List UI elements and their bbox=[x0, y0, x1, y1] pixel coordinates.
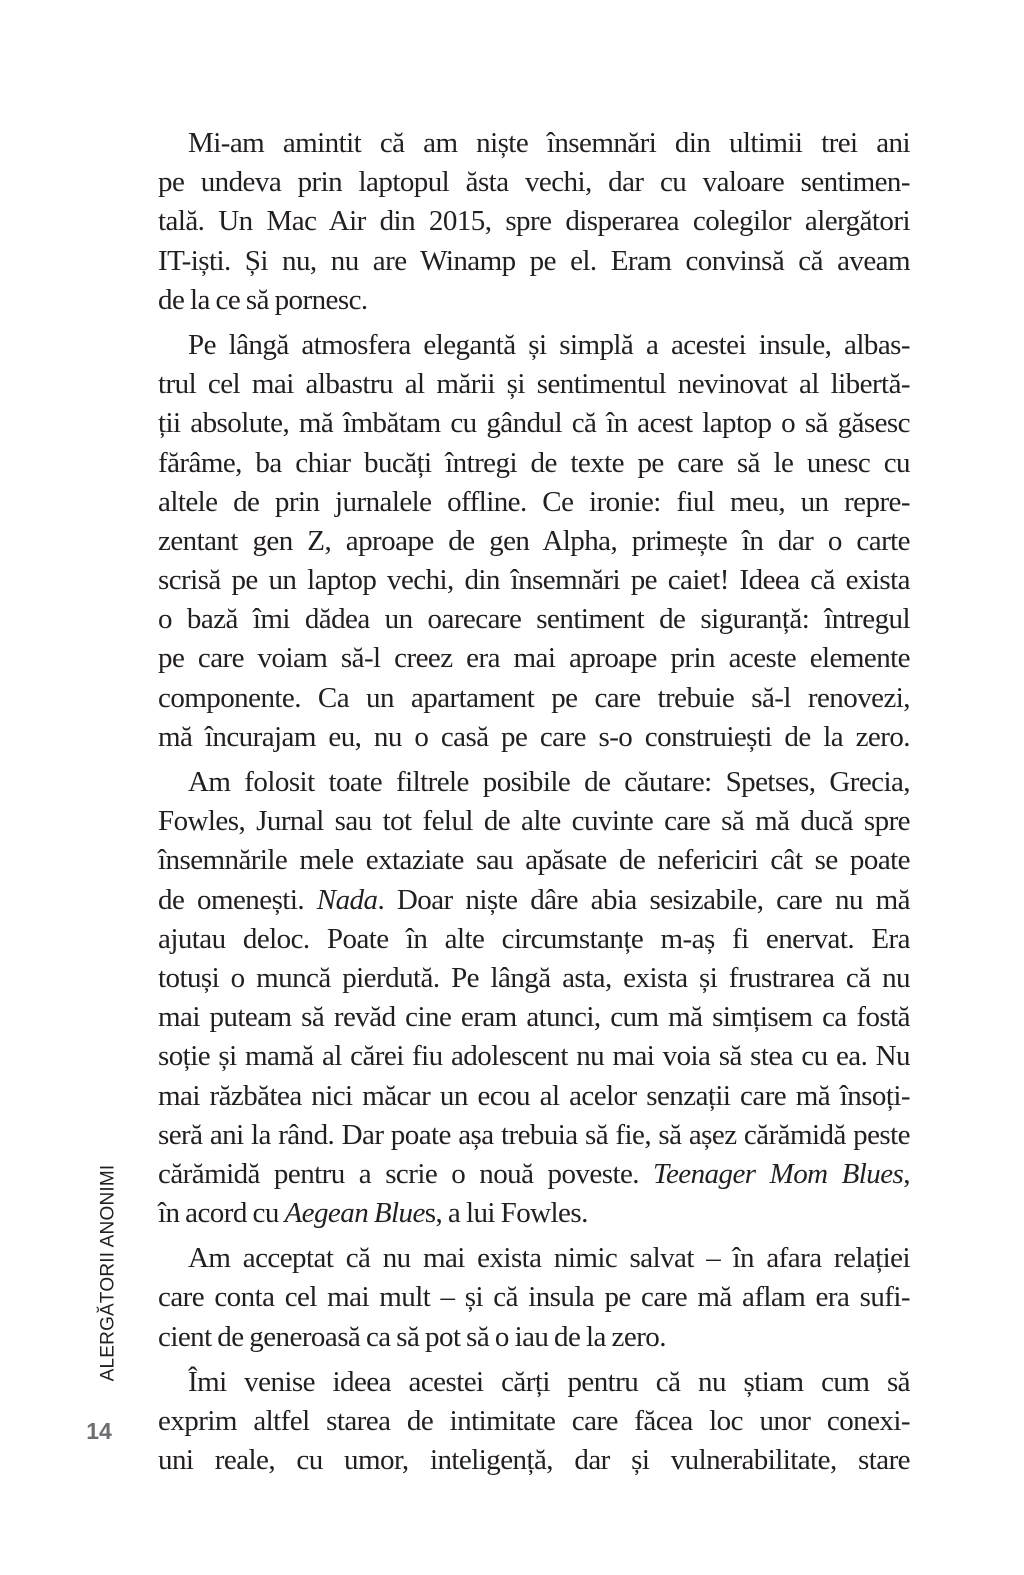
text-segment: . Doar niște dâre abia sesizabile, care nu mă bbox=[377, 883, 910, 916]
text-line bbox=[158, 365, 910, 404]
text-segment: Pe lângă atmosfera elegantă și simplă a acestei insule, albas- bbox=[188, 328, 910, 361]
text-line bbox=[158, 1116, 910, 1155]
text-line bbox=[158, 679, 910, 718]
text-line bbox=[158, 998, 910, 1037]
text-line bbox=[158, 326, 910, 365]
paragraph bbox=[158, 1239, 910, 1357]
text-line bbox=[158, 1402, 910, 1441]
text-line bbox=[158, 163, 910, 202]
text-segment: s, a lui Fowles. bbox=[424, 1197, 588, 1230]
text-line bbox=[158, 483, 910, 522]
text-segment: Am acceptat că nu mai exista nimic salvat – în afara relației bbox=[188, 1242, 910, 1275]
paragraph bbox=[158, 124, 910, 320]
text-segment: totuși o muncă pierdută. Pe lângă asta, exista și frustrarea că nu bbox=[158, 961, 910, 994]
text-segment: soție și mamă al cărei fiu adolescent nu mai voia să stea cu ea. Nu bbox=[158, 1040, 910, 1073]
text-segment: mai puteam să revăd cine eram atunci, cum mă simțisem ca fostă bbox=[158, 1001, 910, 1034]
text-segment: componente. Ca un apartament pe care trebuie să-l renovezi, bbox=[158, 681, 910, 714]
text-line bbox=[158, 404, 910, 443]
text-segment: Îmi venise ideea acestei cărți pentru că nu știam cum să bbox=[188, 1365, 910, 1398]
text-line bbox=[158, 1155, 910, 1194]
text-line bbox=[158, 561, 910, 600]
italic-text: Aegean Blue bbox=[284, 1197, 425, 1230]
body-text bbox=[158, 124, 910, 1486]
text-segment: o bază îmi dădea un oarecare sentiment de siguranță: întregul bbox=[158, 603, 910, 636]
text-segment: zentant gen Z, aproape de gen Alpha, primește în dar o carte bbox=[158, 524, 910, 557]
text-segment: mai răzbătea nici măcar un ecou al acelor senzații care mă însoți- bbox=[158, 1079, 910, 1112]
text-segment: mă încurajam eu, nu o casă pe care s-o construiești de la zero. bbox=[158, 720, 910, 753]
text-segment: scrisă pe un laptop vechi, din însemnări pe caiet! Ideea că exista bbox=[158, 564, 910, 597]
text-line bbox=[158, 1363, 910, 1402]
text-line bbox=[158, 1441, 910, 1480]
text-segment: Am folosit toate filtrele posibile de căutare: Spetses, Grecia, bbox=[188, 766, 910, 798]
text-line bbox=[158, 1194, 910, 1233]
text-segment: în acord cu bbox=[158, 1197, 285, 1230]
text-segment: pe care voiam să-l creez era mai aproape prin aceste elemente bbox=[158, 642, 910, 675]
text-line bbox=[158, 202, 910, 241]
text-line bbox=[158, 1037, 910, 1076]
running-header-text: ALERGĂTORII ANONIMI bbox=[97, 1164, 118, 1381]
text-segment: Mi-am amintit că am niște însemnări din ultimii trei ani bbox=[188, 127, 910, 159]
text-segment: , bbox=[903, 1157, 910, 1190]
text-segment: de omenești. bbox=[158, 883, 317, 916]
text-segment: cărămidă pentru a scrie o nouă poveste. bbox=[158, 1157, 654, 1190]
paragraph bbox=[158, 326, 910, 757]
paragraph bbox=[158, 1363, 910, 1481]
text-line bbox=[158, 281, 910, 320]
text-line bbox=[158, 639, 910, 678]
text-line bbox=[158, 1239, 910, 1278]
text-segment: seră ani la rând. Dar poate așa trebuia să fie, să așez cărămidă peste bbox=[158, 1118, 910, 1151]
text-segment: IT-iști. Și nu, nu are Winamp pe el. Eram convinsă că aveam bbox=[158, 244, 910, 277]
text-line bbox=[158, 600, 910, 639]
text-segment: uni reale, cu umor, inteligență, dar și vulnerabilitate, stare bbox=[158, 1444, 910, 1477]
italic-text: Teenager Mom Blues bbox=[653, 1157, 904, 1190]
text-segment: care conta cel mai mult – și că insula pe care mă aflam era sufi- bbox=[158, 1281, 910, 1314]
running-header bbox=[88, 1150, 128, 1395]
page-number: 14 bbox=[86, 1418, 112, 1444]
text-segment: cient de generoasă ca să pot să o iau de la zero. bbox=[158, 1320, 666, 1353]
text-segment: pe undeva prin laptopul ăsta vechi, dar cu valoare sentimen- bbox=[158, 166, 910, 199]
paragraph bbox=[158, 763, 910, 1233]
text-line bbox=[158, 763, 910, 802]
text-line bbox=[158, 242, 910, 281]
text-segment: ții absolute, mă îmbătam cu gândul că în acest laptop o să găsesc bbox=[158, 407, 910, 440]
text-segment: însemnările mele extaziate sau apăsate de nefericiri cât se poate bbox=[158, 844, 910, 877]
text-line bbox=[158, 1318, 910, 1357]
text-line bbox=[158, 841, 910, 880]
text-line bbox=[158, 444, 910, 483]
text-segment: altele de prin jurnalele offline. Ce ironie: fiul meu, un repre- bbox=[158, 485, 910, 518]
text-line bbox=[158, 1278, 910, 1317]
text-line bbox=[158, 920, 910, 959]
text-line bbox=[158, 124, 910, 163]
text-segment: fărâme, ba chiar bucăți întregi de texte pe care să le unesc cu bbox=[158, 446, 910, 479]
text-line bbox=[158, 718, 910, 757]
italic-text: Nada bbox=[316, 883, 378, 916]
text-segment: exprim altfel starea de intimitate care făcea loc unor conexi- bbox=[158, 1405, 910, 1437]
text-line bbox=[158, 1077, 910, 1116]
text-line bbox=[158, 881, 910, 920]
text-segment: Fowles, Jurnal sau tot felul de alte cuvinte care să mă ducă spre bbox=[158, 805, 910, 838]
text-segment: trul cel mai albastru al mării și sentimentul nevinovat al libertă- bbox=[158, 368, 910, 401]
text-segment: tală. Un Mac Air din 2015, spre disperarea colegilor alergători bbox=[158, 205, 910, 238]
text-segment: de la ce să pornesc. bbox=[158, 283, 368, 316]
text-line bbox=[158, 802, 910, 841]
text-line bbox=[158, 522, 910, 561]
text-segment: ajutau deloc. Poate în alte circumstanțe m-aș fi enervat. Era bbox=[158, 922, 910, 955]
text-line bbox=[158, 959, 910, 998]
